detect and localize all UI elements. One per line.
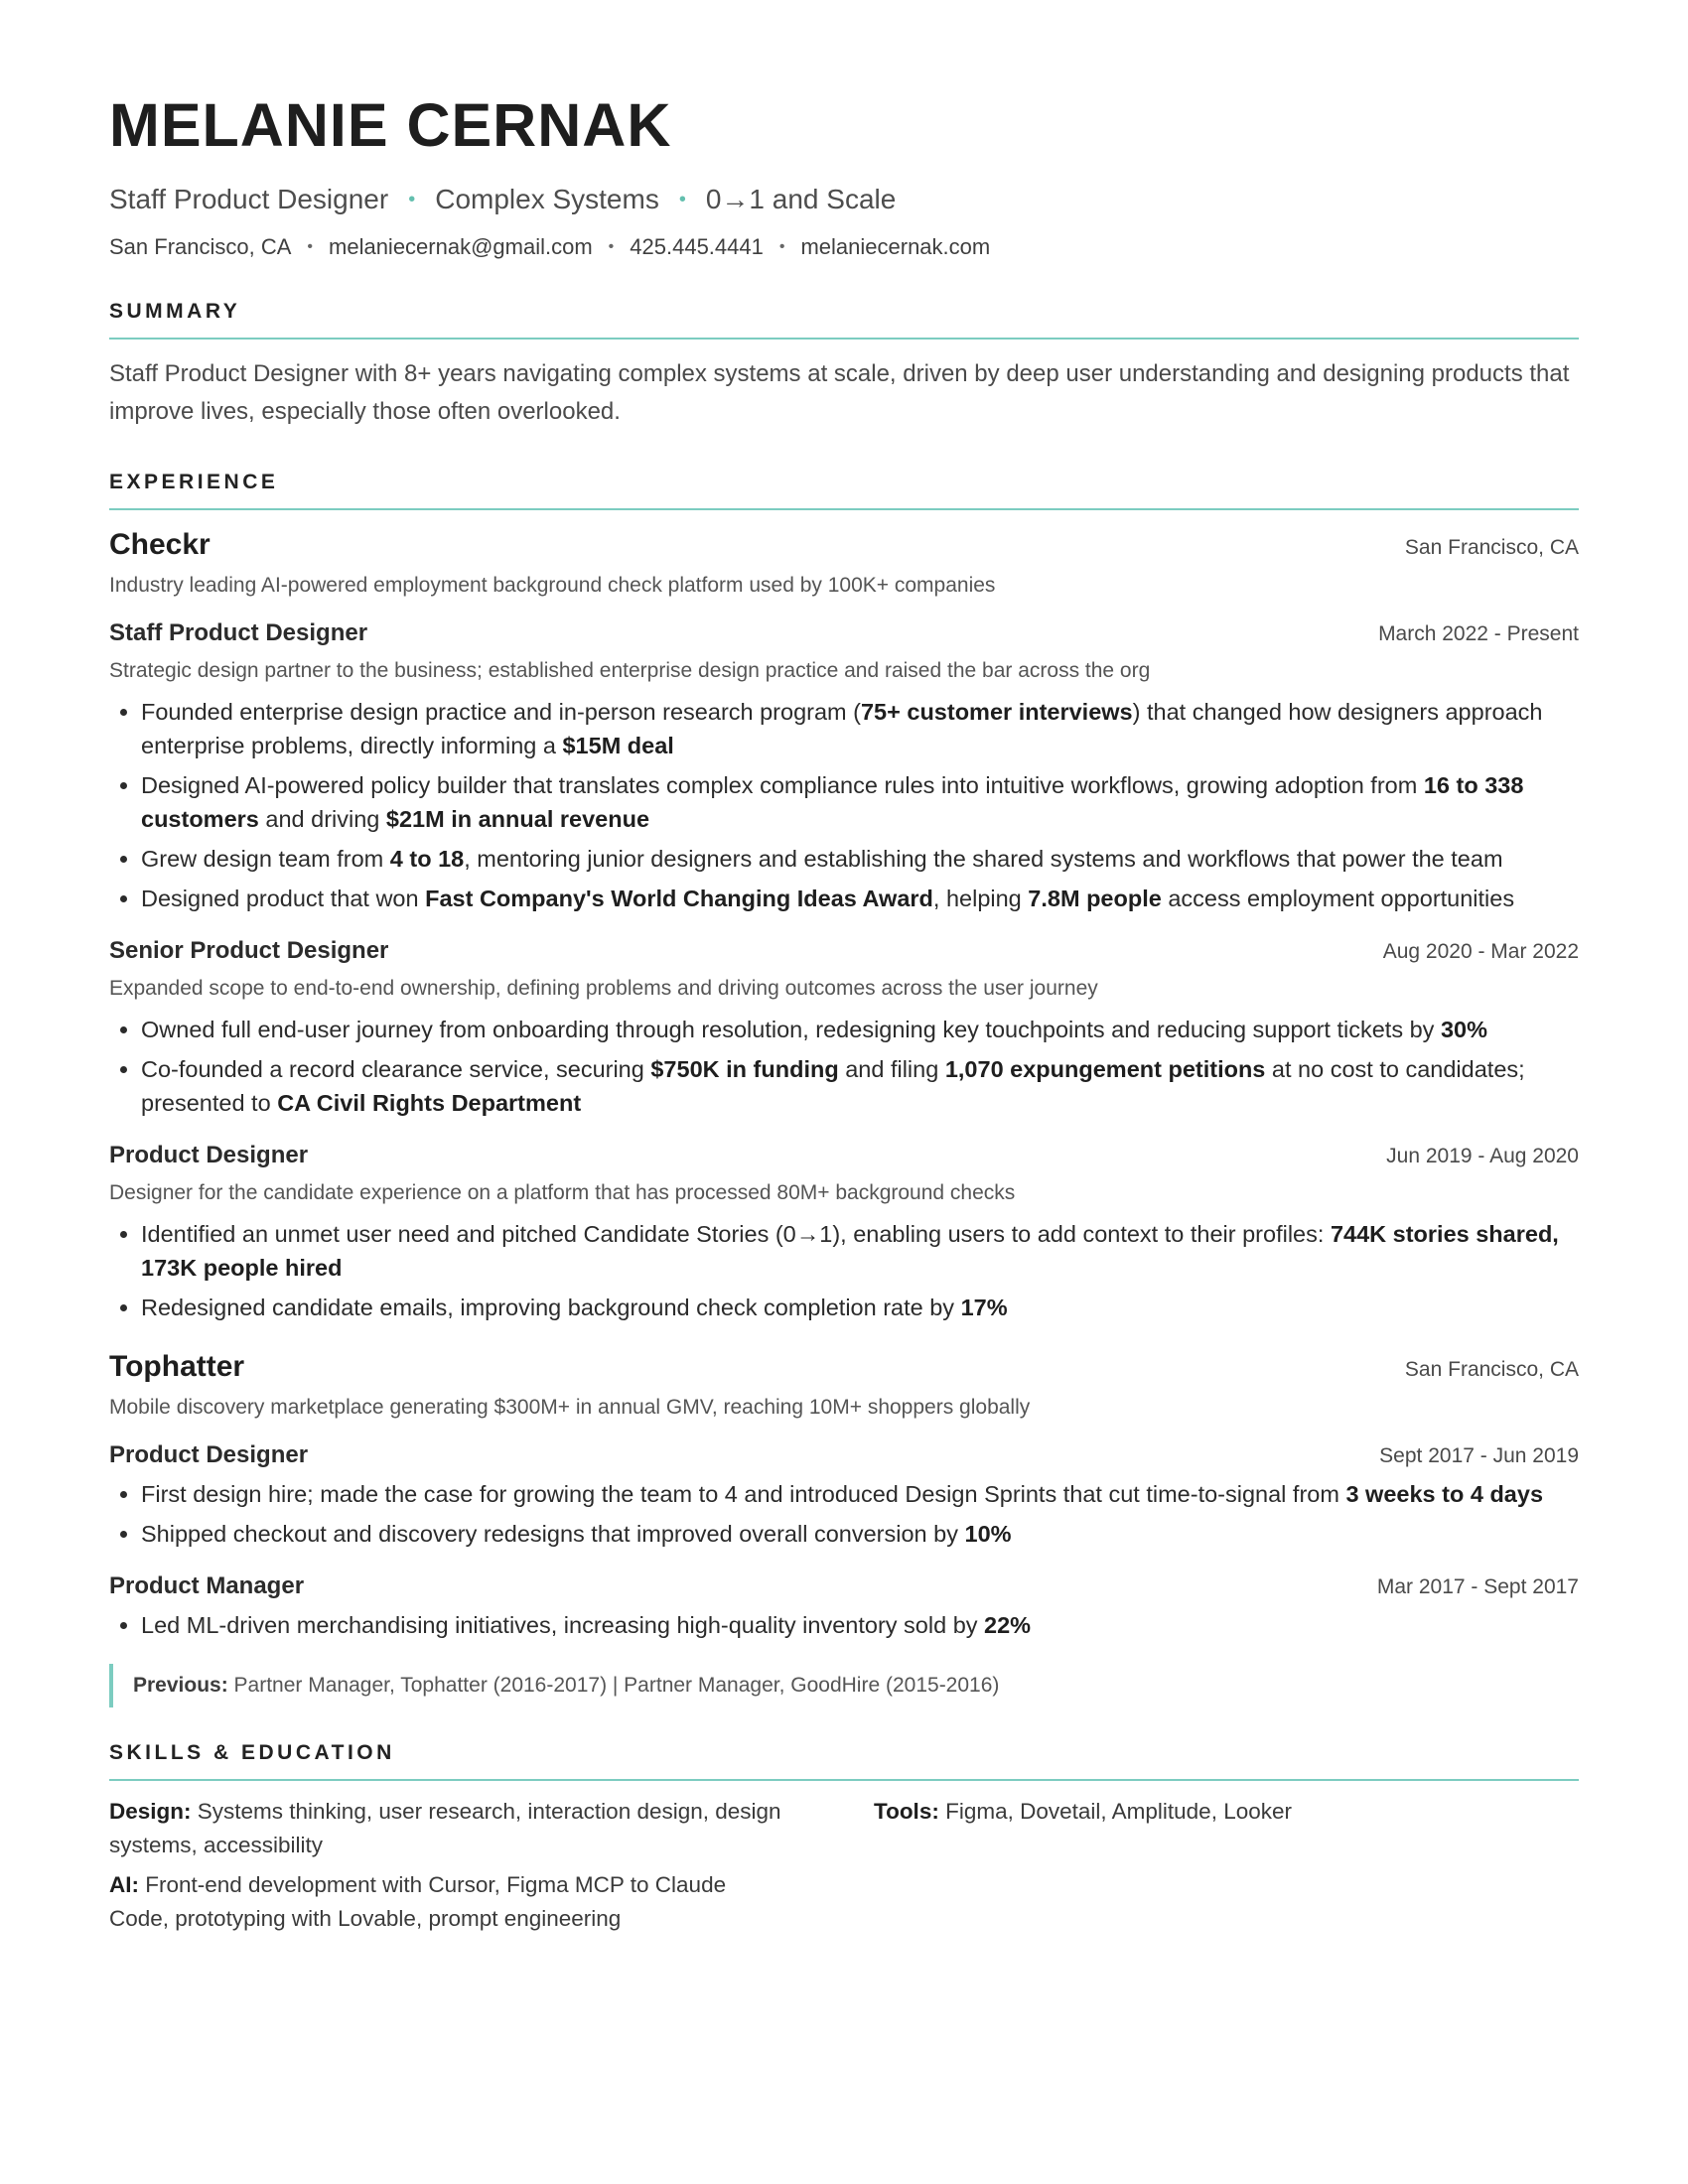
role-dates: March 2022 - Present (1378, 622, 1579, 645)
previous-text: Partner Manager, Tophatter (2016-2017) | Partner Manager, GoodHire (2015-2016) (227, 1674, 1000, 1697)
bullet-item (141, 1052, 1579, 1120)
role-description: Strategic design partner to the business; established enterprise design practice and raised the bar across the org (109, 659, 1151, 682)
role-block (109, 1572, 1579, 1642)
bullet-text: and driving (258, 806, 386, 832)
bullet-highlight: 3 weeks to 4 days (1345, 1481, 1544, 1507)
role-dates: Sept 2017 - Jun 2019 (1379, 1444, 1579, 1467)
contact-separator: • (778, 238, 785, 255)
bullet-highlight: $750K in funding (650, 1056, 839, 1082)
bullet-text: Founded enterprise design practice and in-person research program ( (141, 699, 861, 725)
skill-label: AI: (109, 1872, 139, 1897)
bullet-item (141, 1217, 1579, 1285)
bullet-text: First design hire; made the case for growing the team to 4 and introduced Design Sprints that cut time-to-signal from (141, 1481, 1346, 1507)
bullet-text: Grew design team from (141, 846, 390, 872)
role-block (109, 619, 1579, 915)
role-title: Senior Product Designer (109, 937, 389, 964)
bullet-item (141, 695, 1579, 762)
bullet-item (141, 1013, 1579, 1046)
bullet-text: Identified an unmet user need and pitched Candidate Stories (0→1), enabling users to add context to their profiles: (141, 1221, 1331, 1247)
skill-text: Figma, Dovetail, Amplitude, Looker (938, 1799, 1292, 1824)
contact-separator: • (307, 238, 314, 255)
bullet-item (141, 1608, 1579, 1642)
bullet-highlight: 17% (960, 1295, 1008, 1320)
contact-phone[interactable]: 425.445.4441 (630, 234, 764, 259)
bullet-text: ) that changed how designers approach enterprise problems, directly informing a (141, 699, 1543, 758)
candidate-name: MELANIE CERNAK (109, 91, 672, 159)
bullet-item (141, 1517, 1579, 1551)
role-header (109, 937, 1579, 965)
skill-text: Front-end development with Cursor, Figma MCP to Claude Code, prototyping with Lovable, prompt engineering (109, 1872, 727, 1931)
bullet-text: Co-founded a record clearance service, securing (141, 1056, 651, 1082)
bullet-list (109, 1013, 1579, 1120)
tagline-separator: • (408, 188, 416, 210)
bullet-text: Led ML-driven merchandising initiatives, increasing high-quality inventory sold by (141, 1612, 985, 1638)
bullet-item (141, 768, 1579, 836)
bullet-list (109, 1217, 1579, 1324)
skill-text: Systems thinking, user research, interaction design, design systems, accessibility (109, 1799, 781, 1857)
bullet-highlight: CA Civil Rights Department (277, 1090, 582, 1116)
bullet-text: access employment opportunities (1161, 886, 1515, 911)
role-dates: Jun 2019 - Aug 2020 (1386, 1145, 1579, 1167)
tagline-item: Complex Systems (435, 184, 659, 214)
role-title: Product Designer (109, 1441, 309, 1468)
company-name: Checkr (109, 528, 211, 561)
bullet-highlight: 7.8M people (1028, 886, 1162, 911)
contact-separator: • (608, 238, 615, 255)
summary-text: Staff Product Designer with 8+ years navigating complex systems at scale, driven by deep user understanding and designing products that improve lives, especially those often overlooked. (109, 360, 1570, 425)
skill-label: Tools: (874, 1799, 939, 1824)
role-header (109, 1572, 1579, 1600)
company-location: San Francisco, CA (1404, 1358, 1579, 1381)
bullet-list (109, 1477, 1579, 1551)
bullet-text: , mentoring junior designers and establishing the shared systems and workflows that power the team (464, 846, 1503, 872)
experience-list (109, 528, 1579, 1642)
skill-ai (109, 1868, 784, 1936)
bullet-highlight: 16 to 338 customers (141, 772, 1524, 832)
bullet-text: Shipped checkout and discovery redesigns that improved overall conversion by (141, 1521, 965, 1547)
role-header (109, 1441, 1579, 1469)
bullet-highlight: 75+ customer interviews (860, 699, 1133, 725)
previous-label: Previous: (133, 1674, 228, 1697)
company-location: San Francisco, CA (1404, 536, 1579, 559)
bullet-highlight: 744K stories shared, 173K people hired (141, 1221, 1559, 1281)
tagline-separator: • (678, 188, 686, 210)
bullet-list (109, 1608, 1579, 1642)
bullet-highlight: Fast Company's World Changing Ideas Award (425, 886, 933, 911)
role-description: Expanded scope to end-to-end ownership, defining problems and driving outcomes across the user journey (109, 977, 1098, 1000)
role-header (109, 619, 1579, 647)
role-title: Product Designer (109, 1142, 309, 1168)
role-header (109, 1142, 1579, 1169)
section-heading-experience: EXPERIENCE (109, 471, 1579, 510)
bullet-item (141, 1477, 1579, 1511)
company-header (109, 528, 1579, 562)
contact-website[interactable]: melaniecernak.com (800, 234, 991, 259)
company-description: Industry leading AI-powered employment background check platform used by 100K+ companies (109, 574, 996, 597)
bullet-item (141, 1291, 1579, 1324)
bullet-item (141, 842, 1579, 876)
skill-tools (874, 1795, 1549, 1829)
skills-column-right (874, 1795, 1579, 1942)
bullet-text: Owned full end-user journey from onboarding through resolution, redesigning key touchpoints and reducing support tickets by (141, 1017, 1441, 1042)
skill-label: Design: (109, 1799, 192, 1824)
bullet-text: Redesigned candidate emails, improving background check completion rate by (141, 1295, 961, 1320)
skills-grid (109, 1795, 1579, 1942)
tagline (109, 184, 1579, 215)
contact-line (109, 234, 1579, 260)
role-title: Staff Product Designer (109, 619, 368, 646)
role-block (109, 1441, 1579, 1551)
company-header (109, 1350, 1579, 1384)
tagline-item: 0→1 and Scale (705, 184, 897, 214)
tagline-item: Staff Product Designer (109, 184, 389, 214)
company-description: Mobile discovery marketplace generating $300M+ in annual GMV, reaching 10M+ shoppers globally (109, 1396, 1031, 1419)
company-block (109, 528, 1579, 1324)
bullet-text: and filing (838, 1056, 945, 1082)
role-dates: Mar 2017 - Sept 2017 (1376, 1575, 1579, 1598)
company-name: Tophatter (109, 1350, 245, 1383)
previous-roles (109, 1664, 1579, 1707)
bullet-highlight: 30% (1440, 1017, 1487, 1042)
contact-location: San Francisco, CA (109, 234, 292, 259)
role-title: Product Manager (109, 1572, 305, 1599)
bullet-text: Designed product that won (141, 886, 426, 911)
bullet-item (141, 882, 1579, 915)
role-description: Designer for the candidate experience on a platform that has processed 80M+ background checks (109, 1181, 1016, 1204)
bullet-text: at no cost to candidates; presented to (141, 1056, 1525, 1116)
role-block (109, 1142, 1579, 1324)
contact-email[interactable]: melaniecernak@gmail.com (329, 234, 593, 259)
bullet-list (109, 695, 1579, 915)
bullet-text: , helping (932, 886, 1029, 911)
bullet-text: Designed AI-powered policy builder that translates complex compliance rules into intuitive workflows, growing adoption from (141, 772, 1424, 798)
bullet-highlight: 4 to 18 (389, 846, 465, 872)
company-block (109, 1350, 1579, 1642)
bullet-highlight: 10% (964, 1521, 1012, 1547)
bullet-highlight: 1,070 expungement petitions (944, 1056, 1266, 1082)
bullet-highlight: $15M deal (562, 733, 674, 758)
skills-column-left (109, 1795, 874, 1942)
bullet-highlight: 22% (984, 1612, 1032, 1638)
section-heading-skills: SKILLS & EDUCATION (109, 1741, 1579, 1781)
bullet-highlight: $21M in annual revenue (385, 806, 650, 832)
section-heading-summary: SUMMARY (109, 300, 1579, 340)
skill-design (109, 1795, 784, 1862)
role-block (109, 937, 1579, 1120)
role-dates: Aug 2020 - Mar 2022 (1382, 940, 1579, 963)
